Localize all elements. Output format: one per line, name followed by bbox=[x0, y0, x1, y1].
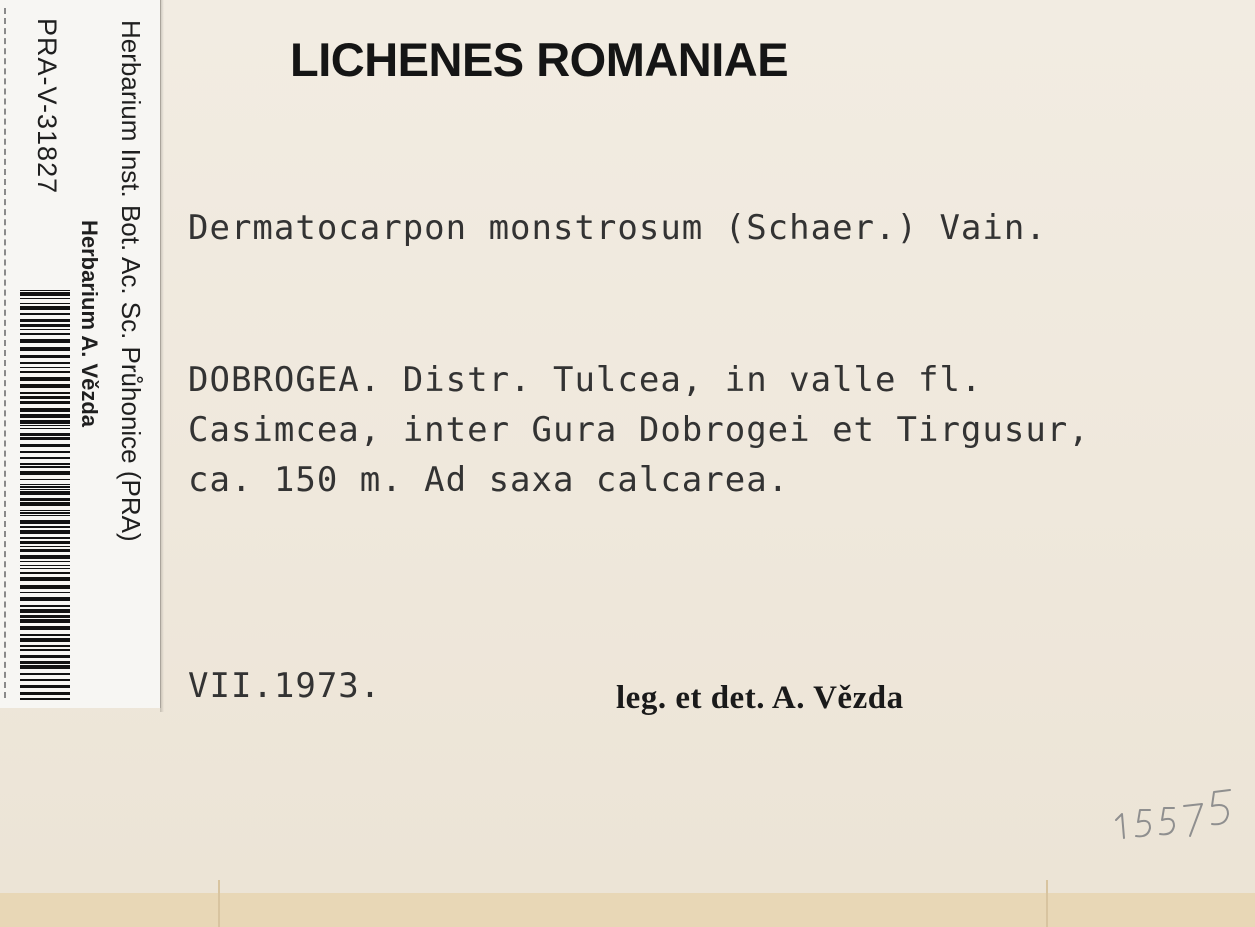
barcode-bar bbox=[20, 384, 70, 388]
backing-seam bbox=[218, 880, 220, 927]
barcode-bar bbox=[20, 486, 70, 488]
barcode-bar bbox=[20, 679, 70, 681]
barcode-bar bbox=[20, 324, 70, 327]
barcode-bar bbox=[20, 420, 70, 424]
barcode-bar bbox=[20, 371, 70, 373]
barcode-bar bbox=[20, 649, 70, 651]
barcode-bar bbox=[20, 619, 70, 623]
collection-heading: LICHENES ROMANIAE bbox=[290, 33, 789, 86]
barcode-bar bbox=[20, 491, 70, 495]
handwritten-number bbox=[1110, 780, 1250, 840]
barcode-bar bbox=[20, 303, 70, 304]
barcode-bar bbox=[20, 512, 70, 514]
barcode-bar bbox=[20, 665, 70, 669]
barcode-bar bbox=[20, 377, 70, 381]
barcode-bar bbox=[20, 463, 70, 465]
barcode-bar bbox=[20, 520, 70, 524]
taxon-name: Dermatocarpon monstrosum (Schaer.) Vain. bbox=[188, 208, 1047, 248]
barcode-bar bbox=[20, 333, 70, 335]
barcode-bar bbox=[20, 401, 70, 404]
barcode-bar bbox=[20, 313, 70, 315]
locality-line: Casimcea, inter Gura Dobrogei et Tirgusur, bbox=[188, 410, 1090, 450]
barcode-bar bbox=[20, 510, 70, 511]
barcode-bar bbox=[20, 592, 70, 593]
specimen-id-strip bbox=[0, 0, 161, 708]
barcode-bar bbox=[20, 347, 70, 351]
barcode-bar bbox=[20, 408, 70, 412]
barcode-bar bbox=[20, 661, 70, 664]
barcode-bar bbox=[20, 626, 70, 630]
barcode-bar bbox=[20, 546, 70, 547]
barcode-bar bbox=[20, 425, 70, 426]
barcode-bar bbox=[20, 615, 70, 618]
locality-line: DOBROGEA. Distr. Tulcea, in valle fl. bbox=[188, 360, 983, 400]
barcode-bar bbox=[20, 355, 70, 358]
specimen-id: PRA-V-31827 bbox=[32, 18, 62, 195]
barcode-bar bbox=[20, 484, 70, 485]
barcode-bar bbox=[20, 437, 70, 440]
barcode-bar bbox=[20, 577, 70, 581]
barcode-bar bbox=[20, 298, 70, 299]
barcode-bar bbox=[20, 634, 70, 636]
barcode-bar bbox=[20, 526, 70, 528]
barcode-bar bbox=[20, 396, 70, 399]
barcode-bar bbox=[20, 433, 70, 436]
barcode-bar bbox=[20, 466, 70, 468]
barcode-bar bbox=[20, 362, 70, 364]
barcode-bar bbox=[20, 290, 70, 291]
barcode-bar bbox=[20, 329, 70, 330]
institution-name: Herbarium Inst. Bot. Ac. Sc. Průhonice (PRA) bbox=[116, 20, 146, 542]
barcode-bar bbox=[20, 692, 70, 695]
barcode-bar bbox=[20, 565, 70, 566]
barcode-bar bbox=[20, 537, 70, 539]
barcode-bar bbox=[20, 530, 70, 534]
barcode-bar bbox=[20, 392, 70, 394]
cut-line bbox=[4, 8, 6, 698]
barcode-bar bbox=[20, 549, 70, 552]
barcode-bar bbox=[20, 414, 70, 418]
barcode-bar bbox=[20, 339, 70, 343]
barcode-bar bbox=[20, 605, 70, 607]
barcode bbox=[20, 290, 70, 700]
backing-edge bbox=[0, 893, 1255, 927]
barcode-bar bbox=[20, 561, 70, 562]
barcode-bar bbox=[20, 555, 70, 559]
barcode-bar bbox=[20, 489, 70, 490]
barcode-bar bbox=[20, 428, 70, 429]
barcode-bar bbox=[20, 685, 70, 688]
barcode-bar bbox=[20, 367, 70, 368]
barcode-bar bbox=[20, 479, 70, 480]
barcode-bar bbox=[20, 673, 70, 675]
barcode-bar bbox=[20, 292, 70, 296]
locality-line: ca. 150 m. Ad saxa calcarea. bbox=[188, 460, 790, 500]
barcode-bar bbox=[20, 306, 70, 310]
barcode-bar bbox=[20, 585, 70, 589]
barcode-bar bbox=[20, 471, 70, 475]
barcode-bar bbox=[20, 568, 70, 569]
barcode-bar bbox=[20, 451, 70, 453]
barcode-bar bbox=[20, 319, 70, 322]
barcode-bar bbox=[20, 609, 70, 613]
barcode-bar bbox=[20, 457, 70, 459]
barcode-bar bbox=[20, 444, 70, 447]
herbarium-name: Herbarium A. Vězda bbox=[77, 220, 102, 428]
collection-date: VII.1973. bbox=[188, 666, 382, 706]
barcode-bar bbox=[20, 698, 70, 700]
barcode-bar bbox=[20, 655, 70, 658]
barcode-bar bbox=[20, 597, 70, 601]
collector-stamp: leg. et det. A. Vězda bbox=[616, 680, 904, 716]
strip-shadow bbox=[160, 0, 164, 712]
backing-seam bbox=[1046, 880, 1048, 927]
barcode-bar bbox=[20, 498, 70, 501]
barcode-bar bbox=[20, 515, 70, 516]
barcode-bar bbox=[20, 638, 70, 642]
barcode-bar bbox=[20, 572, 70, 574]
barcode-bar bbox=[20, 541, 70, 544]
barcode-bar bbox=[20, 502, 70, 506]
barcode-bar bbox=[20, 645, 70, 647]
